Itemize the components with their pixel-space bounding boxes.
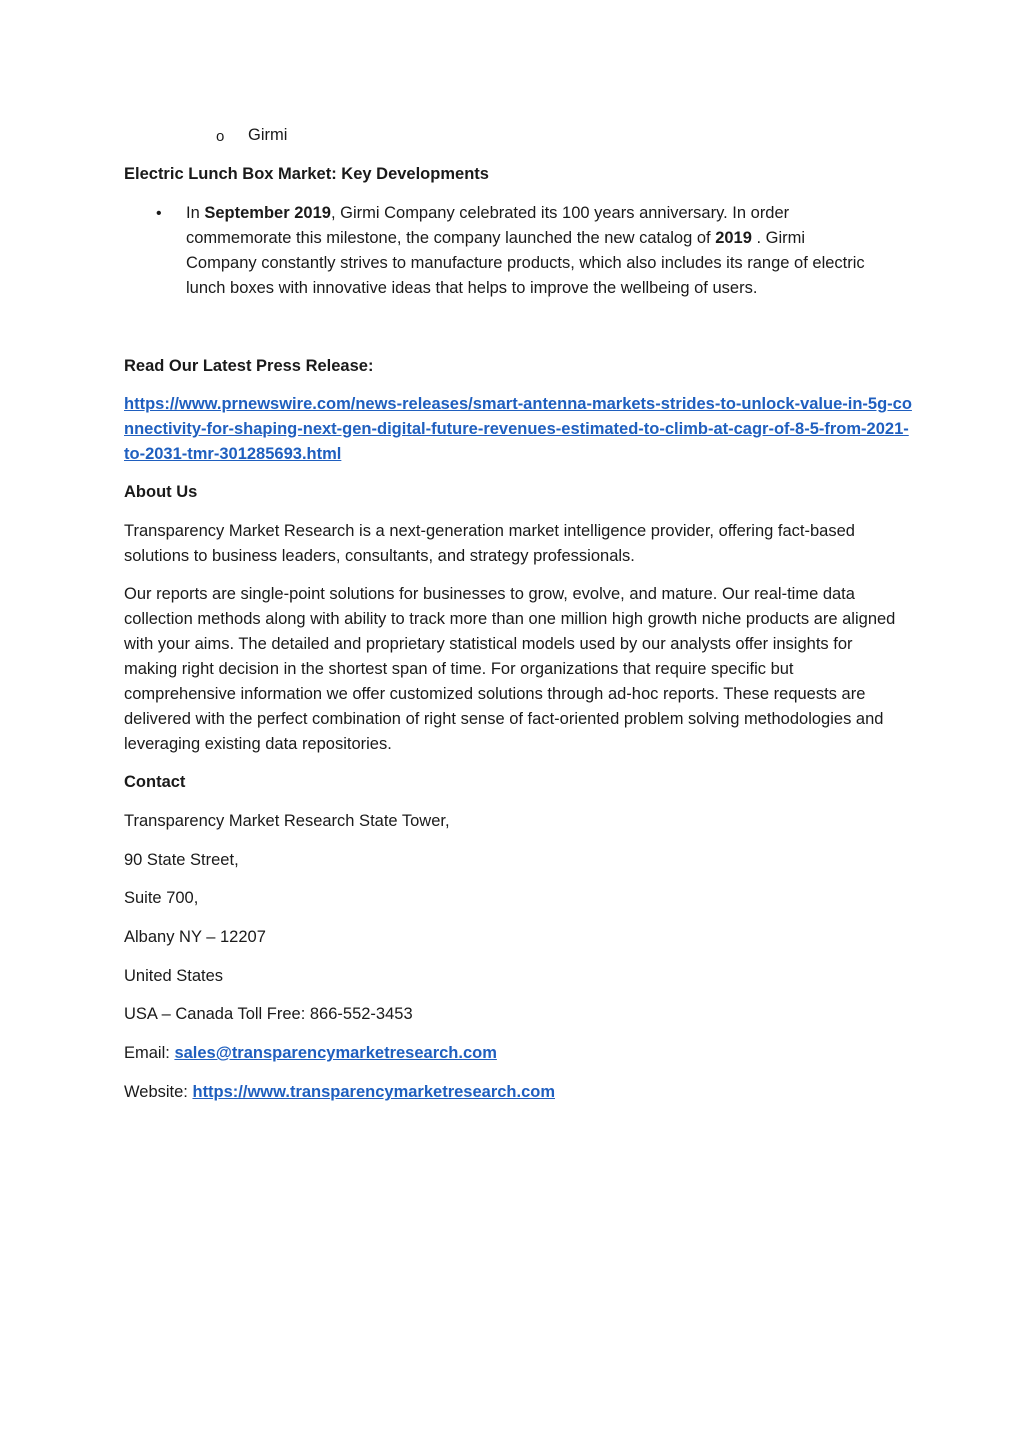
development-item: [186, 201, 876, 301]
developments-heading: Electric Lunch Box Market: Key Developments: [124, 165, 489, 183]
contact-heading: Contact: [124, 773, 186, 791]
website-label: Website:: [124, 1083, 193, 1101]
contact-email-row: [124, 1041, 497, 1066]
contact-phone: USA – Canada Toll Free: 866-552-3453: [124, 1005, 413, 1023]
bullet-icon: •: [156, 205, 162, 222]
press-heading: Read Our Latest Press Release:: [124, 357, 374, 375]
email-link[interactable]: sales@transparencymarketresearch.com: [174, 1044, 497, 1062]
about-heading: About Us: [124, 483, 198, 501]
press-release-link-block: [124, 392, 914, 467]
about-paragraph: Transparency Market Research is a next-generation market intelligence provider, offering fact-based solutions to business leaders, consultants, and strategy professionals.: [124, 522, 855, 565]
development-text: . Girmi Company constantly strives to manufacture products, which also includes its range of electric lunch boxes with innovative ideas that helps to improve the wellbeing of users.: [186, 229, 865, 297]
email-label: Email:: [124, 1044, 175, 1062]
development-text: In: [186, 204, 205, 222]
development-year: 2019: [715, 229, 752, 247]
about-paragraph: Our reports are single-point solutions for businesses to grow, evolve, and mature. Our real-time data collection methods along with ability to track more than one million high growth niche products are aligned with your aims. The detailed and proprietary statistical models used by our analysts offer insights for making right decision in the shortest span of time. For organizations that require specific but comprehensive information we offer customized solutions through ad-hoc reports. These requests are delivered with the perfect combination of right sense of fact-oriented problem solving methodologies and leveraging existing data repositories.: [124, 585, 896, 753]
contact-address: Transparency Market Research State Tower,: [124, 812, 450, 830]
contact-city: Albany NY – 12207: [124, 928, 266, 946]
contact-website-row: [124, 1080, 555, 1105]
contact-street: 90 State Street,: [124, 851, 239, 869]
website-link[interactable]: https://www.transparencymarketresearch.com: [192, 1083, 556, 1101]
development-date: September 2019: [204, 204, 331, 222]
development-text: , Girmi Company celebrated its 100 years anniversary. In order commemorate this milestone, the company launched the new catalog of: [186, 204, 790, 247]
contact-suite: Suite 700,: [124, 889, 199, 907]
contact-country: United States: [124, 967, 224, 985]
sub-list-item: Girmi: [248, 126, 288, 144]
sub-bullet-icon: o: [216, 128, 225, 145]
press-release-link[interactable]: https://www.prnewswire.com/news-releases/smart-antenna-markets-strides-to-unlock-value-in-5g-connectivity-for-shaping-next-gen-digital-future-revenues-estimated-to-climb-at-cagr-of-8-5-from-2021-to-2031-tmr-301285693.html: [124, 395, 912, 463]
